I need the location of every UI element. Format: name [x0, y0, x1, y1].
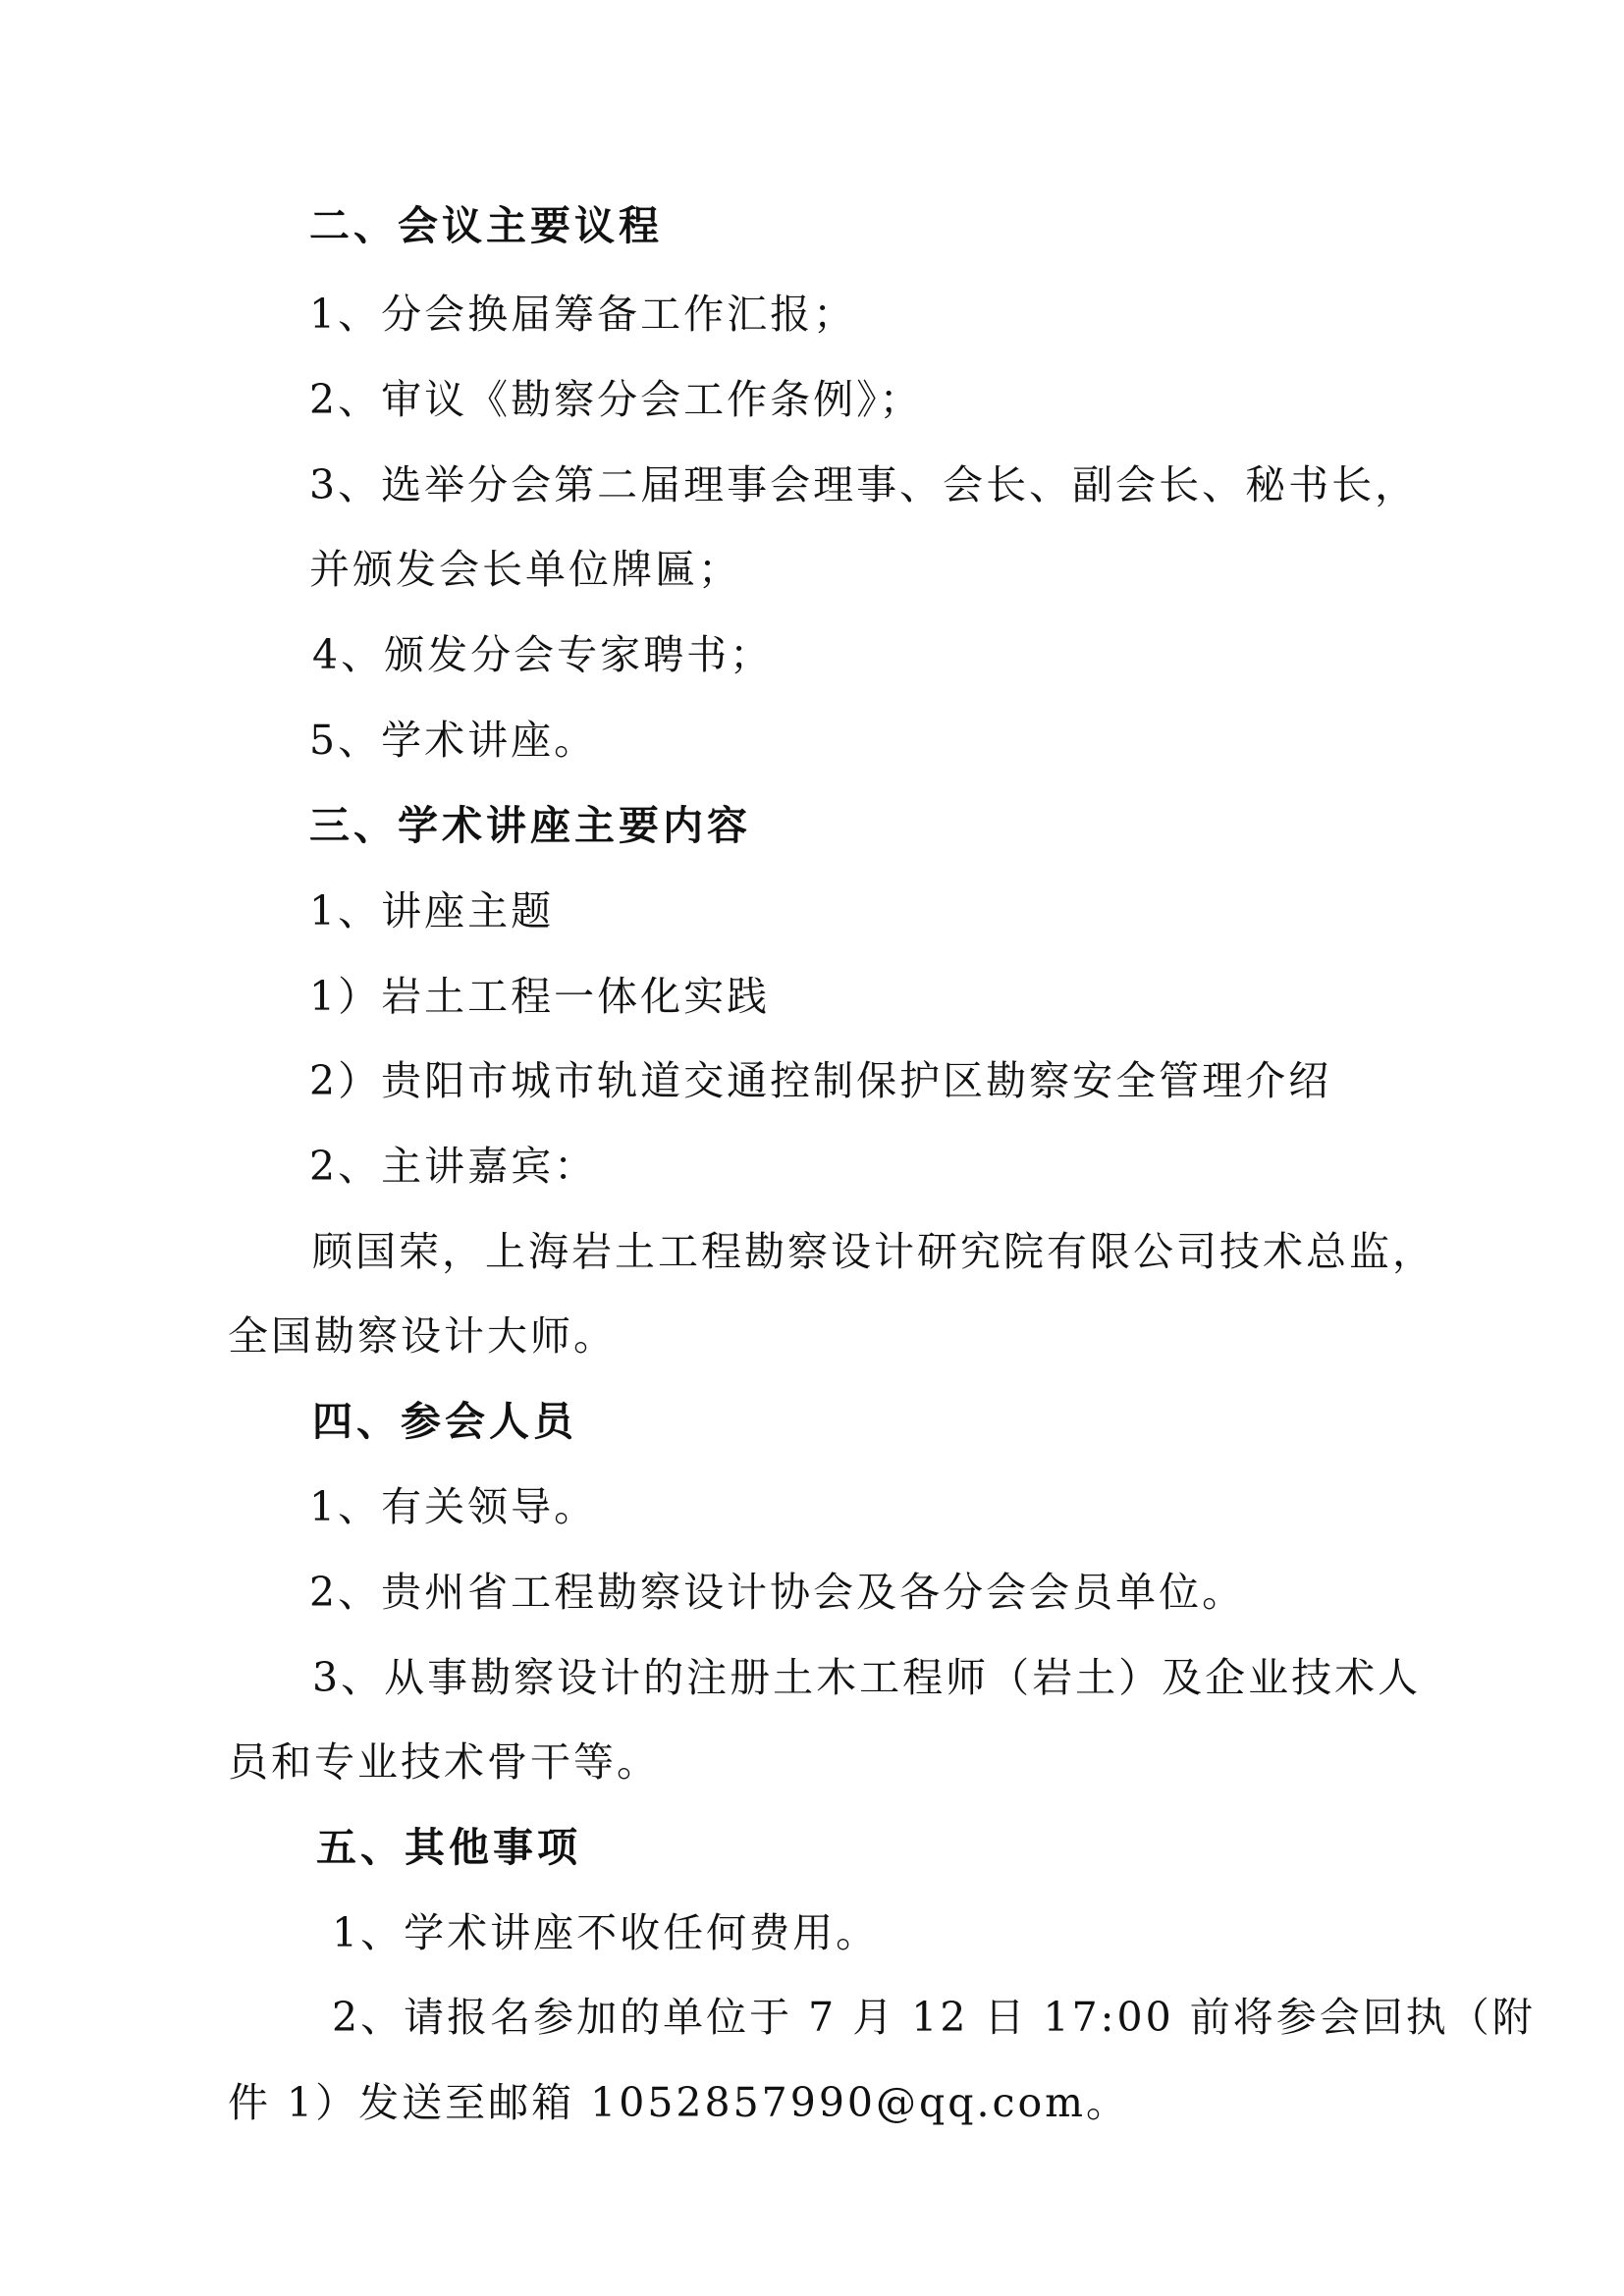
attendee-item-2: 2、贵州省工程勘察设计协会及各分会会员单位。: [309, 1569, 1246, 1616]
other-item-1: 1、学术讲座不收任何费用。: [332, 1909, 880, 1956]
lecture-topic-2: 2）贵阳市城市轨道交通控制保护区勘察安全管理介绍: [309, 1057, 1332, 1104]
agenda-item-1: 1、分会换届筹备工作汇报；: [309, 291, 857, 338]
lecture-topic-label: 1、讲座主题: [309, 887, 555, 934]
section2-heading: 二、会议主要议程: [309, 202, 663, 249]
other-item-2-cont: 件 1）发送至邮箱 1052857990@qq.com。: [228, 2079, 1130, 2126]
other-item-2: 2、请报名参加的单位于 7 月 12 日 17:00 前将参会回执（附: [332, 1994, 1536, 2041]
section3-heading: 三、学术讲座主要内容: [309, 802, 751, 849]
lecture-topic-1: 1）岩土工程一体化实践: [309, 973, 771, 1020]
section4-heading: 四、参会人员: [312, 1398, 577, 1445]
agenda-item-3-cont: 并颁发会长单位牌匾；: [309, 546, 741, 593]
section5-heading: 五、其他事项: [316, 1824, 581, 1871]
agenda-item-2: 2、审议《勘察分会工作条例》；: [309, 376, 923, 423]
speaker-line-2: 全国勘察设计大师。: [228, 1312, 617, 1360]
attendee-item-3: 3、从事勘察设计的注册土木工程师（岩土）及企业技术人: [312, 1654, 1422, 1701]
speaker-line-1: 顾国荣，上海岩土工程勘察设计研究院有限公司技术总监，: [312, 1228, 1435, 1275]
attendee-item-3-cont: 员和专业技术骨干等。: [228, 1738, 660, 1786]
agenda-item-3: 3、选举分会第二届理事会理事、会长、副会长、秘书长，: [309, 461, 1419, 508]
agenda-item-5: 5、学术讲座。: [309, 717, 598, 764]
speaker-label: 2、主讲嘉宾：: [309, 1143, 598, 1190]
attendee-item-1: 1、有关领导。: [309, 1483, 598, 1530]
agenda-item-4: 4、颁发分会专家聘书；: [312, 631, 774, 678]
